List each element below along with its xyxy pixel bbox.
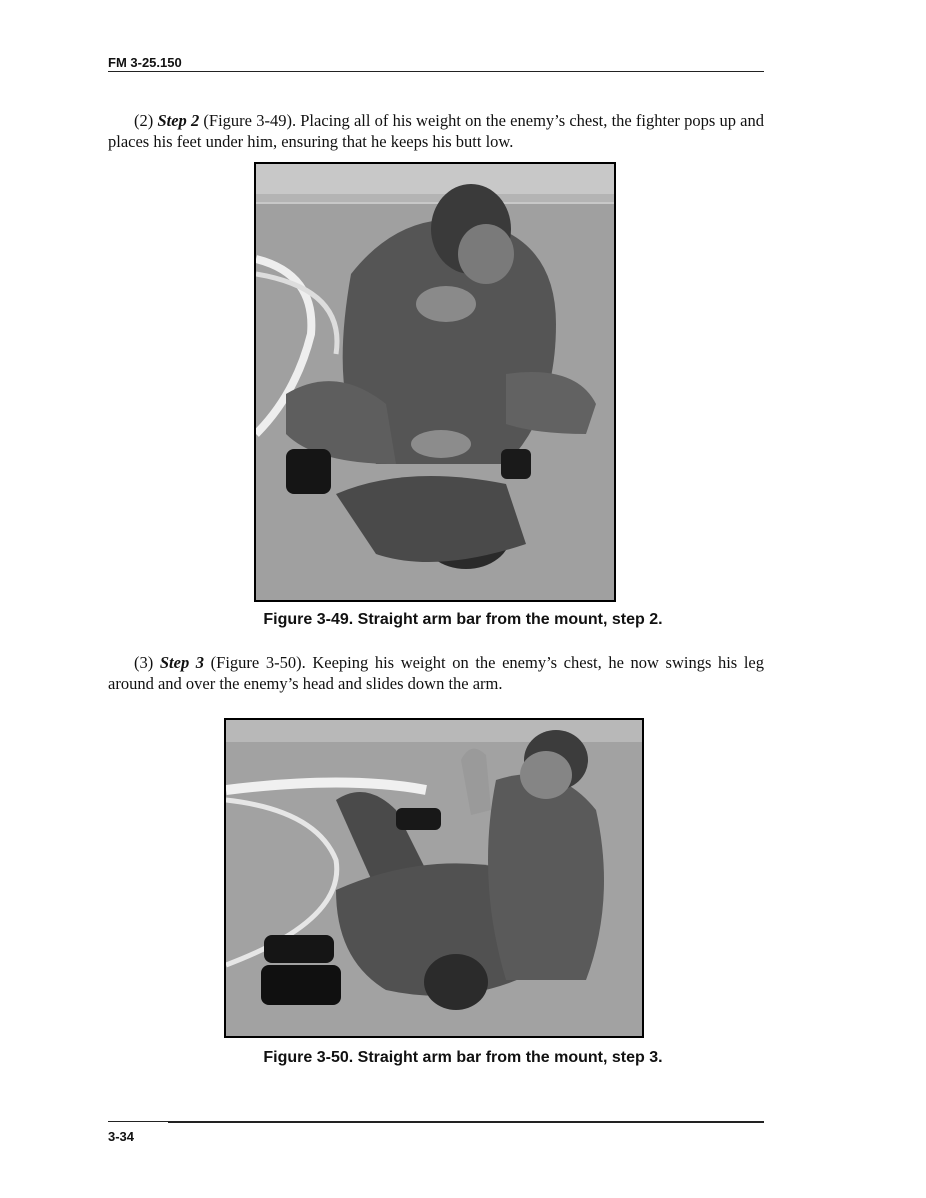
paragraph-step-3 bbox=[108, 652, 764, 694]
footer-rule-left bbox=[108, 1121, 168, 1122]
figure-3-49-caption: Figure 3-49. Straight arm bar from the mount, step 2. bbox=[263, 611, 663, 628]
step-label: Step 3 bbox=[159, 653, 205, 672]
figure-3-50-caption: Figure 3-50. Straight arm bar from the mount, step 3. bbox=[263, 1049, 663, 1066]
figure-3-50-photo bbox=[224, 718, 644, 1038]
paragraph-text: (Figure 3-49). Placing all of his weight on the enemy’s chest, the fighter pops up and places his feet under him, ensuring that he keeps his butt low. bbox=[108, 111, 764, 151]
paragraph-number: (3) bbox=[134, 653, 154, 672]
step-label: Step 2 bbox=[157, 111, 200, 130]
running-header: FM 3-25.150 bbox=[108, 55, 182, 70]
page-number: 3-34 bbox=[108, 1129, 135, 1144]
footer-rule bbox=[168, 1121, 764, 1123]
paragraph-number: (2) bbox=[134, 111, 154, 130]
paragraph-step-2 bbox=[108, 110, 764, 152]
figure-3-49-photo bbox=[254, 162, 616, 602]
header-rule bbox=[108, 71, 764, 72]
paragraph-text: (Figure 3-50). Keeping his weight on the enemy’s chest, he now swings his leg around and over the enemy’s head and slides down the arm. bbox=[108, 653, 764, 693]
